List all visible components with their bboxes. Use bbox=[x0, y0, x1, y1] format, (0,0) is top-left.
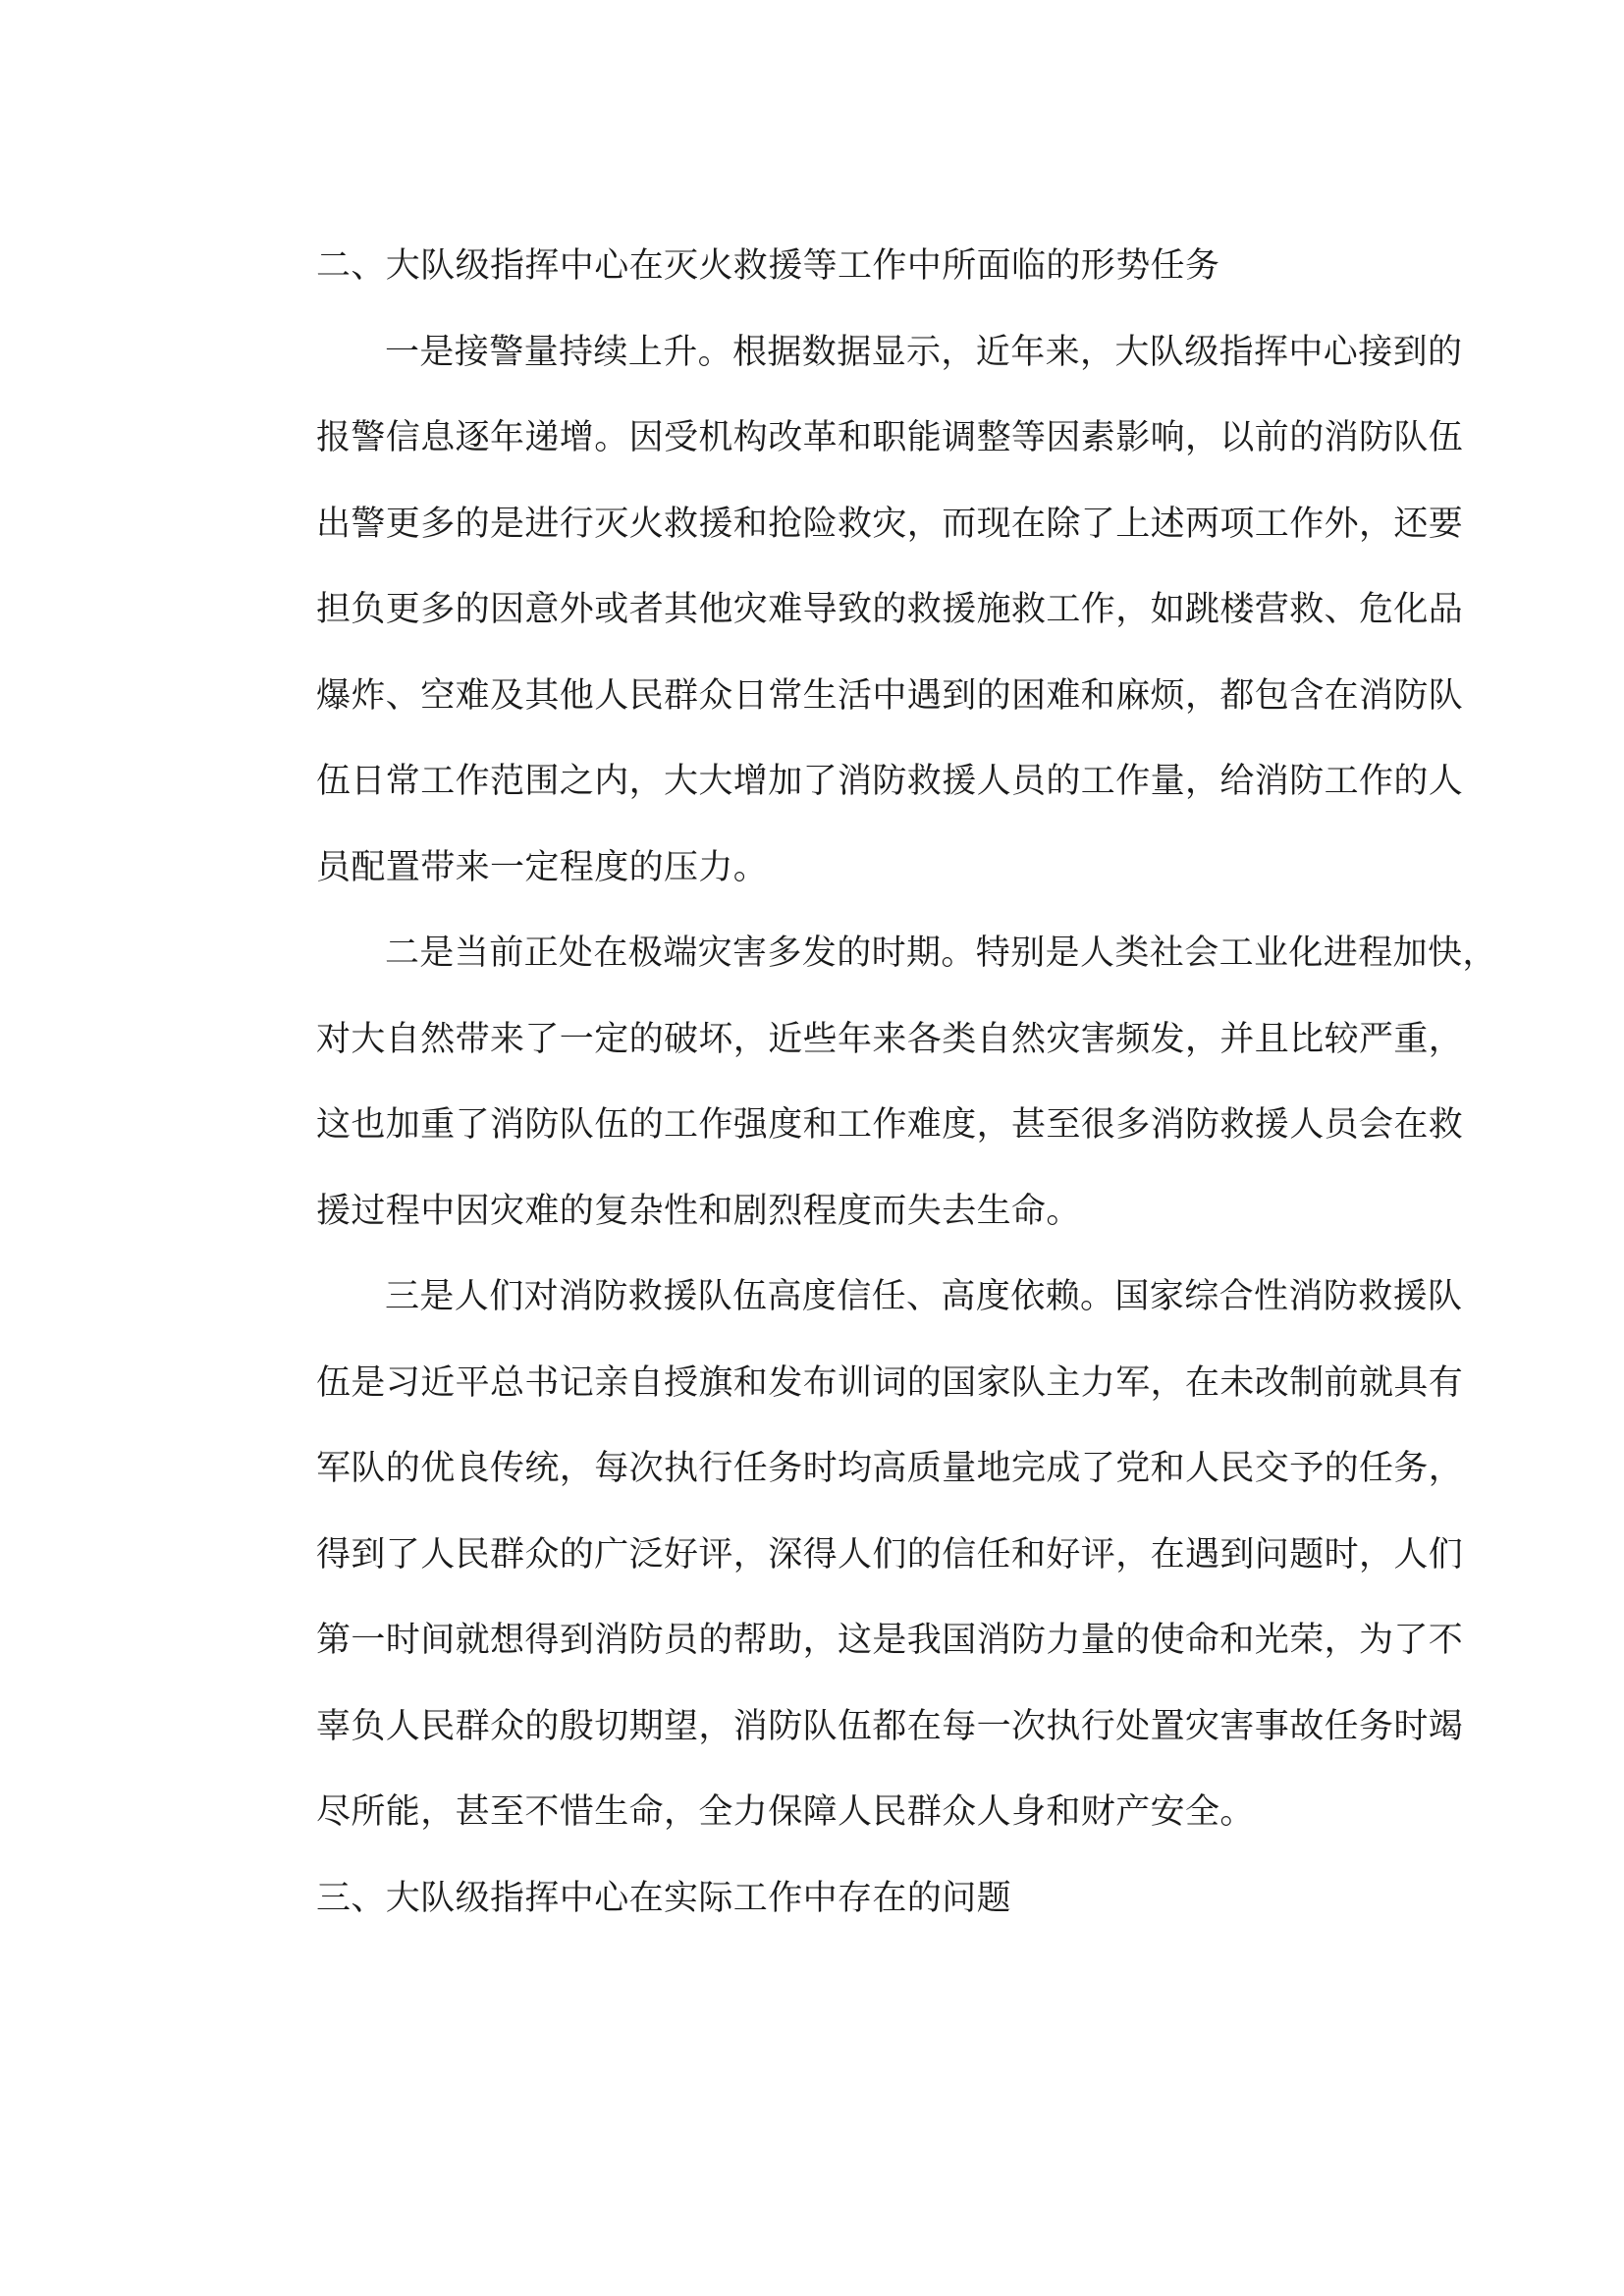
paragraph-2-line: 对大自然带来了一定的破坏，近些年来各类自然灾害频发，并且比较严重， bbox=[316, 1019, 1464, 1059]
paragraph-2-line: 这也加重了消防队伍的工作强度和工作难度，甚至很多消防救援人员会在救 bbox=[316, 1105, 1464, 1145]
paragraph-1-line: 一是接警量持续上升。根据数据显示，近年来，大队级指挥中心接到的 bbox=[385, 332, 1463, 372]
section-2-heading: 二、大队级指挥中心在灭火救援等工作中所面临的形势任务 bbox=[316, 246, 1220, 286]
paragraph-3-line: 军队的优良传统，每次执行任务时均高质量地完成了党和人民交予的任务， bbox=[316, 1449, 1464, 1488]
paragraph-3-line: 辜负人民群众的殷切期望，消防队伍都在每一次执行处置灾害事故任务时竭 bbox=[316, 1706, 1464, 1746]
paragraph-2-line: 二是当前正处在极端灾害多发的时期。特别是人类社会工业化进程加快， bbox=[385, 934, 1497, 973]
paragraph-1-line: 报警信息逐年递增。因受机构改革和职能调整等因素影响，以前的消防队伍 bbox=[316, 418, 1464, 457]
paragraph-3-line: 尽所能，甚至不惜生命，全力保障人民群众人身和财产安全。 bbox=[316, 1792, 1255, 1832]
paragraph-3-line: 伍是习近平总书记亲自授旗和发布训词的国家队主力军，在未改制前就具有 bbox=[316, 1362, 1464, 1403]
paragraph-1-line: 担负更多的因意外或者其他灾难导致的救援施救工作，如跳楼营救、危化品 bbox=[316, 590, 1464, 629]
paragraph-1 bbox=[247, 310, 1464, 912]
paragraph-1-line: 伍日常工作范围之内，大大增加了消防救援人员的工作量，给消防工作的人 bbox=[316, 762, 1464, 801]
paragraph-3-line: 第一时间就想得到消防员的帮助，这是我国消防力量的使命和光荣，为了不 bbox=[316, 1621, 1464, 1660]
document-page bbox=[247, 224, 1497, 1942]
paragraph-3-line: 得到了人民群众的广泛好评，深得人们的信任和好评，在遇到问题时，人们 bbox=[316, 1534, 1464, 1575]
paragraph-2 bbox=[247, 911, 1497, 1255]
paragraph-3 bbox=[247, 1255, 1464, 1856]
paragraph-1-line: 爆炸、空难及其他人民群众日常生活中遇到的困难和麻烦，都包含在消防队 bbox=[316, 675, 1464, 716]
paragraph-2-line: 援过程中因灾难的复杂性和剧烈程度而失去生命。 bbox=[316, 1191, 1081, 1231]
paragraph-3-line: 三是人们对消防救援队伍高度信任、高度依赖。国家综合性消防救援队 bbox=[385, 1277, 1463, 1316]
section-3-heading: 三、大队级指挥中心在实际工作中存在的问题 bbox=[316, 1878, 1012, 1918]
paragraph-1-line: 出警更多的是进行灭火救援和抢险救灾，而现在除了上述两项工作外，还要 bbox=[316, 504, 1464, 544]
paragraph-1-line: 员配置带来一定程度的压力。 bbox=[316, 847, 769, 887]
